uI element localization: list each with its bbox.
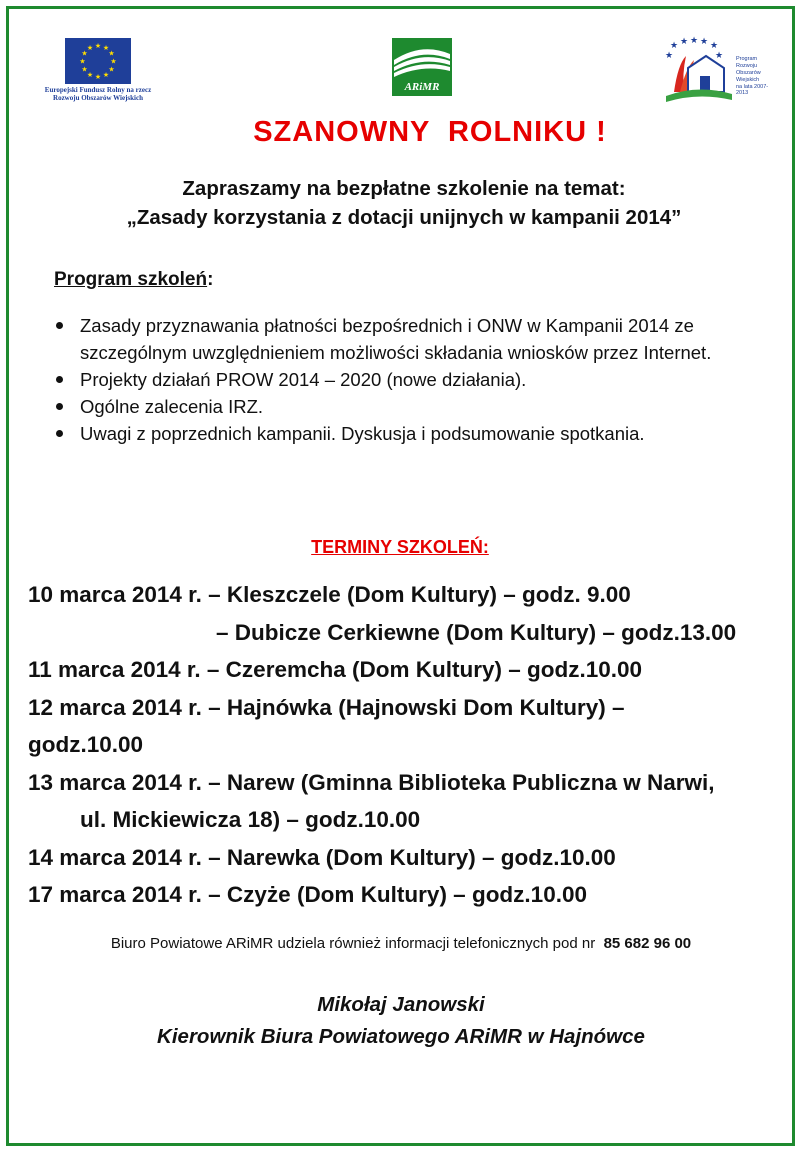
schedule-line: 13 marca 2014 r. – Narew (Gminna Biblioteka Publiczna w Narwi, [28,769,715,795]
svg-text:★: ★ [94,42,102,50]
svg-text:★: ★ [86,71,94,79]
svg-text:★: ★ [108,49,115,58]
prow-emblem-icon [660,34,736,106]
svg-text:★: ★ [102,44,110,52]
svg-text:★: ★ [79,57,86,66]
terms-heading: TERMINY SZKOLEŃ: [311,537,489,557]
svg-text:★: ★ [714,51,724,61]
arimr-logo-text: ARiMR [404,81,440,93]
signature-position: Kierownik Biura Powiatowego ARiMR w Hajnówce [157,1025,645,1048]
prow-caption: Program Rozwoju Obszarów Wiejskich na lata 2007-2013 [736,56,769,97]
svg-text:★: ★ [108,65,115,74]
svg-text:★: ★ [102,71,110,79]
svg-text:★: ★ [94,73,102,81]
svg-text:★: ★ [699,37,709,47]
svg-text:★: ★ [689,36,699,46]
schedule-line: 11 marca 2014 r. – Czeremcha (Dom Kultury) – godz.10.00 [28,657,643,682]
svg-text:★: ★ [679,37,689,47]
svg-text:★: ★ [81,49,88,58]
svg-text:★: ★ [664,51,674,61]
phone-number: 85 682 96 00 [603,935,692,952]
eu-logo [44,38,152,102]
svg-text:★: ★ [709,41,719,51]
list-item: Ogólne zalecenia IRZ. [54,393,754,420]
list-item: Zasady przyznawania płatności bezpośrednich i ONW w Kampanii 2014 ze szczególnym uwzględnieniem możliwości składania wniosków przez Internet. [54,312,754,366]
schedule-line: ul. Mickiewicza 18) – godz.10.00 [80,807,421,832]
arimr-logo [392,38,452,96]
program-heading: Program szkoleń: [54,269,214,290]
schedule-line: godz.10.00 [28,732,144,757]
schedule-line: 10 marca 2014 r. – Kleszczele (Dom Kultury) – godz. 9.00 [28,582,631,607]
prow-logo [660,34,770,106]
schedule-line: 14 marca 2014 r. – Narewka (Dom Kultury) – godz.10.00 [28,844,616,870]
program-list [54,312,754,447]
svg-text:★: ★ [669,41,679,51]
schedule-line: 17 marca 2014 r. – Czyże (Dom Kultury) – godz.10.00 [28,882,587,907]
eu-flag-icon [65,38,131,84]
signature-name: Mikołaj Janowski [317,993,485,1016]
page-title: SZANOWNY ROLNIKU ! [253,116,607,148]
schedule-list [28,576,788,914]
training-topic: „Zasady korzystania z dotacji unijnych w kampanii 2014” [126,206,682,229]
svg-text:★: ★ [81,65,88,74]
invitation-line: Zapraszamy na bezpłatne szkolenie na temat: [182,177,626,200]
svg-text:★: ★ [110,57,117,66]
schedule-line: 12 marca 2014 r. – Hajnówka (Hajnowski Dom Kultury) – [28,694,625,720]
list-item: Uwagi z poprzednich kampanii. Dyskusja i podsumowanie spotkania. [54,420,754,447]
contact-info: Biuro Powiatowe ARiMR udziela również informacji telefonicznych pod nr 85 682 96 00 [110,935,692,952]
svg-text:★: ★ [86,44,94,52]
schedule-line: – Dubicze Cerkiewne (Dom Kultury) – godz.13.00 [216,619,737,645]
list-item: Projekty działań PROW 2014 – 2020 (nowe działania). [54,366,754,393]
eu-caption: Europejski Fundusz Rolny na rzecz Rozwoju Obszarów Wiejskich [44,86,152,103]
